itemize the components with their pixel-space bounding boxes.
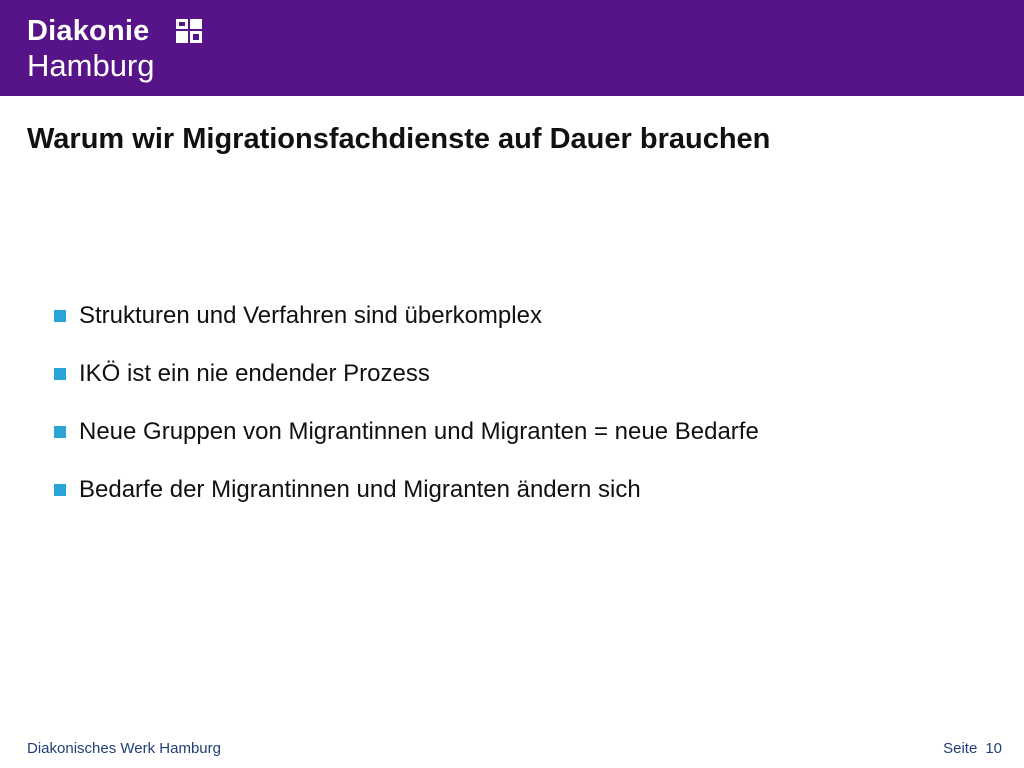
square-bullet-icon	[54, 426, 66, 438]
bullet-text: Strukturen und Verfahren sind überkomplex	[79, 302, 542, 329]
bullet-item	[54, 358, 804, 390]
square-bullet-icon	[54, 310, 66, 322]
bullet-item	[54, 474, 804, 506]
bullet-text: Neue Gruppen von Migrantinnen und Migranten = neue Bedarfe	[79, 418, 759, 445]
logo-city: Hamburg	[27, 48, 155, 83]
footer-organization: Diakonisches Werk Hamburg	[27, 740, 221, 757]
logo-wordmark: Diakonie	[27, 15, 150, 47]
square-bullet-icon	[54, 484, 66, 496]
bullet-text: IKÖ ist ein nie endender Prozess	[79, 360, 430, 387]
footer-page-indicator	[943, 739, 1002, 759]
bullet-text: Bedarfe der Migrantinnen und Migranten ändern sich	[79, 476, 641, 503]
slide-title: Warum wir Migrationsfachdienste auf Dauer brauchen	[27, 123, 771, 155]
bullet-list	[54, 300, 804, 532]
diakonie-cross-icon	[176, 19, 202, 43]
square-bullet-icon	[54, 368, 66, 380]
bullet-item	[54, 416, 804, 448]
header-bar	[0, 0, 1024, 96]
page-number: 10	[985, 740, 1002, 757]
bullet-item	[54, 300, 804, 332]
page-label: Seite	[943, 740, 978, 757]
